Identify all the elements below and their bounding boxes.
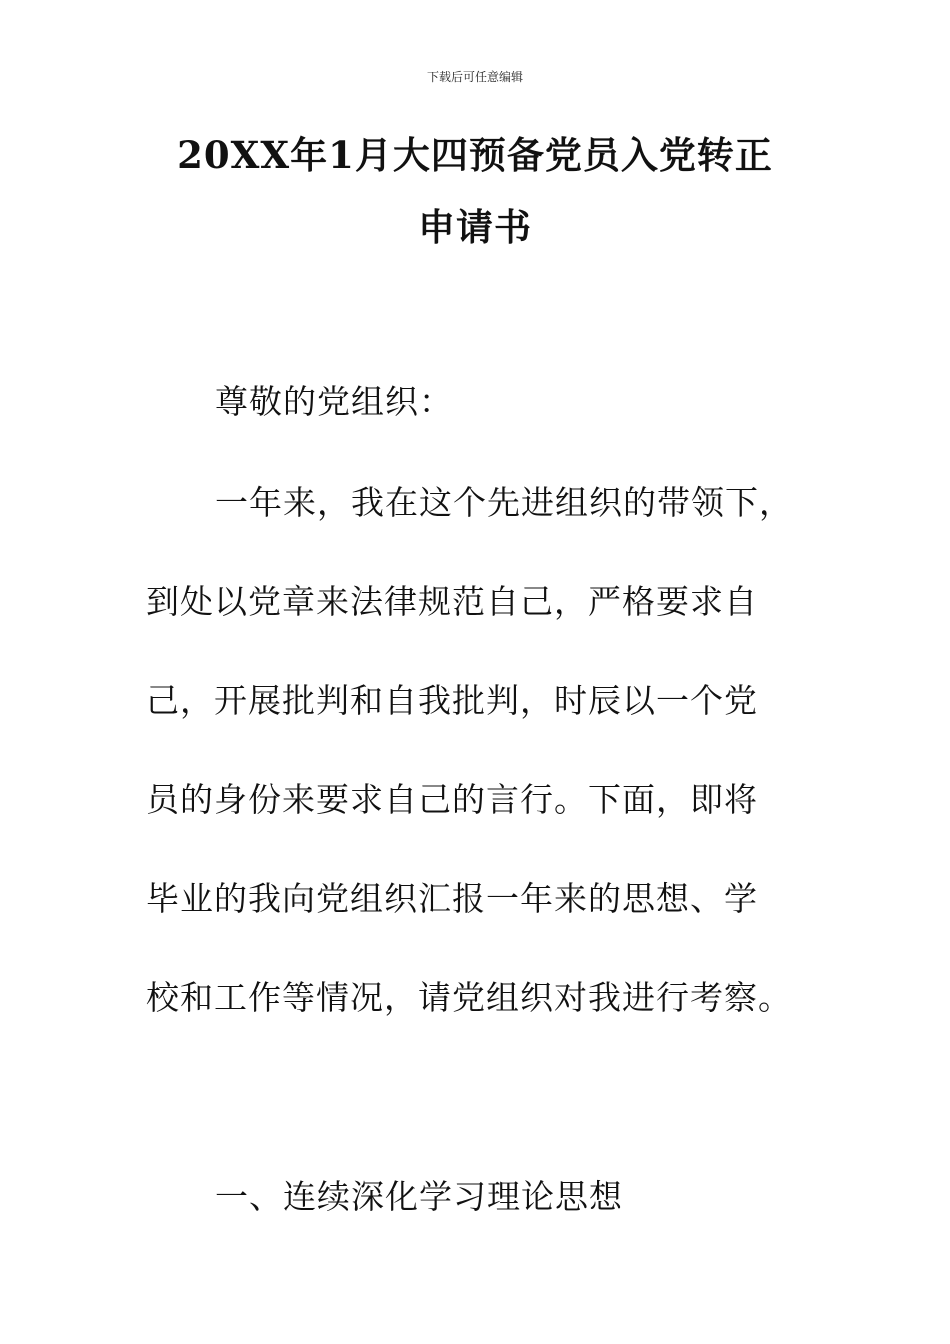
paragraph-line: 一年来，我在这个先进组织的带领下， bbox=[215, 483, 793, 522]
paragraph-line: 己，开展批判和自我批判，时辰以一个党 bbox=[146, 681, 758, 720]
paragraph-line: 员的身份来要求自己的言行。下面，即将 bbox=[146, 780, 758, 819]
paragraph-line: 到处以党章来法律规范自己，严格要求自 bbox=[146, 582, 758, 621]
document-title-line-1: 20XX年1月大四预备党员入党转正 bbox=[177, 133, 773, 177]
section-heading: 一、连续深化学习理论思想 bbox=[215, 1177, 623, 1216]
salutation: 尊敬的党组织： bbox=[215, 382, 453, 421]
document-title-line-2: 申请书 bbox=[418, 205, 532, 249]
paragraph-line: 校和工作等情况，请党组织对我进行考察。 bbox=[146, 978, 792, 1017]
header-note: 下载后可任意编辑 bbox=[426, 70, 523, 84]
paragraph-line: 毕业的我向党组织汇报一年来的思想、学 bbox=[146, 879, 758, 918]
